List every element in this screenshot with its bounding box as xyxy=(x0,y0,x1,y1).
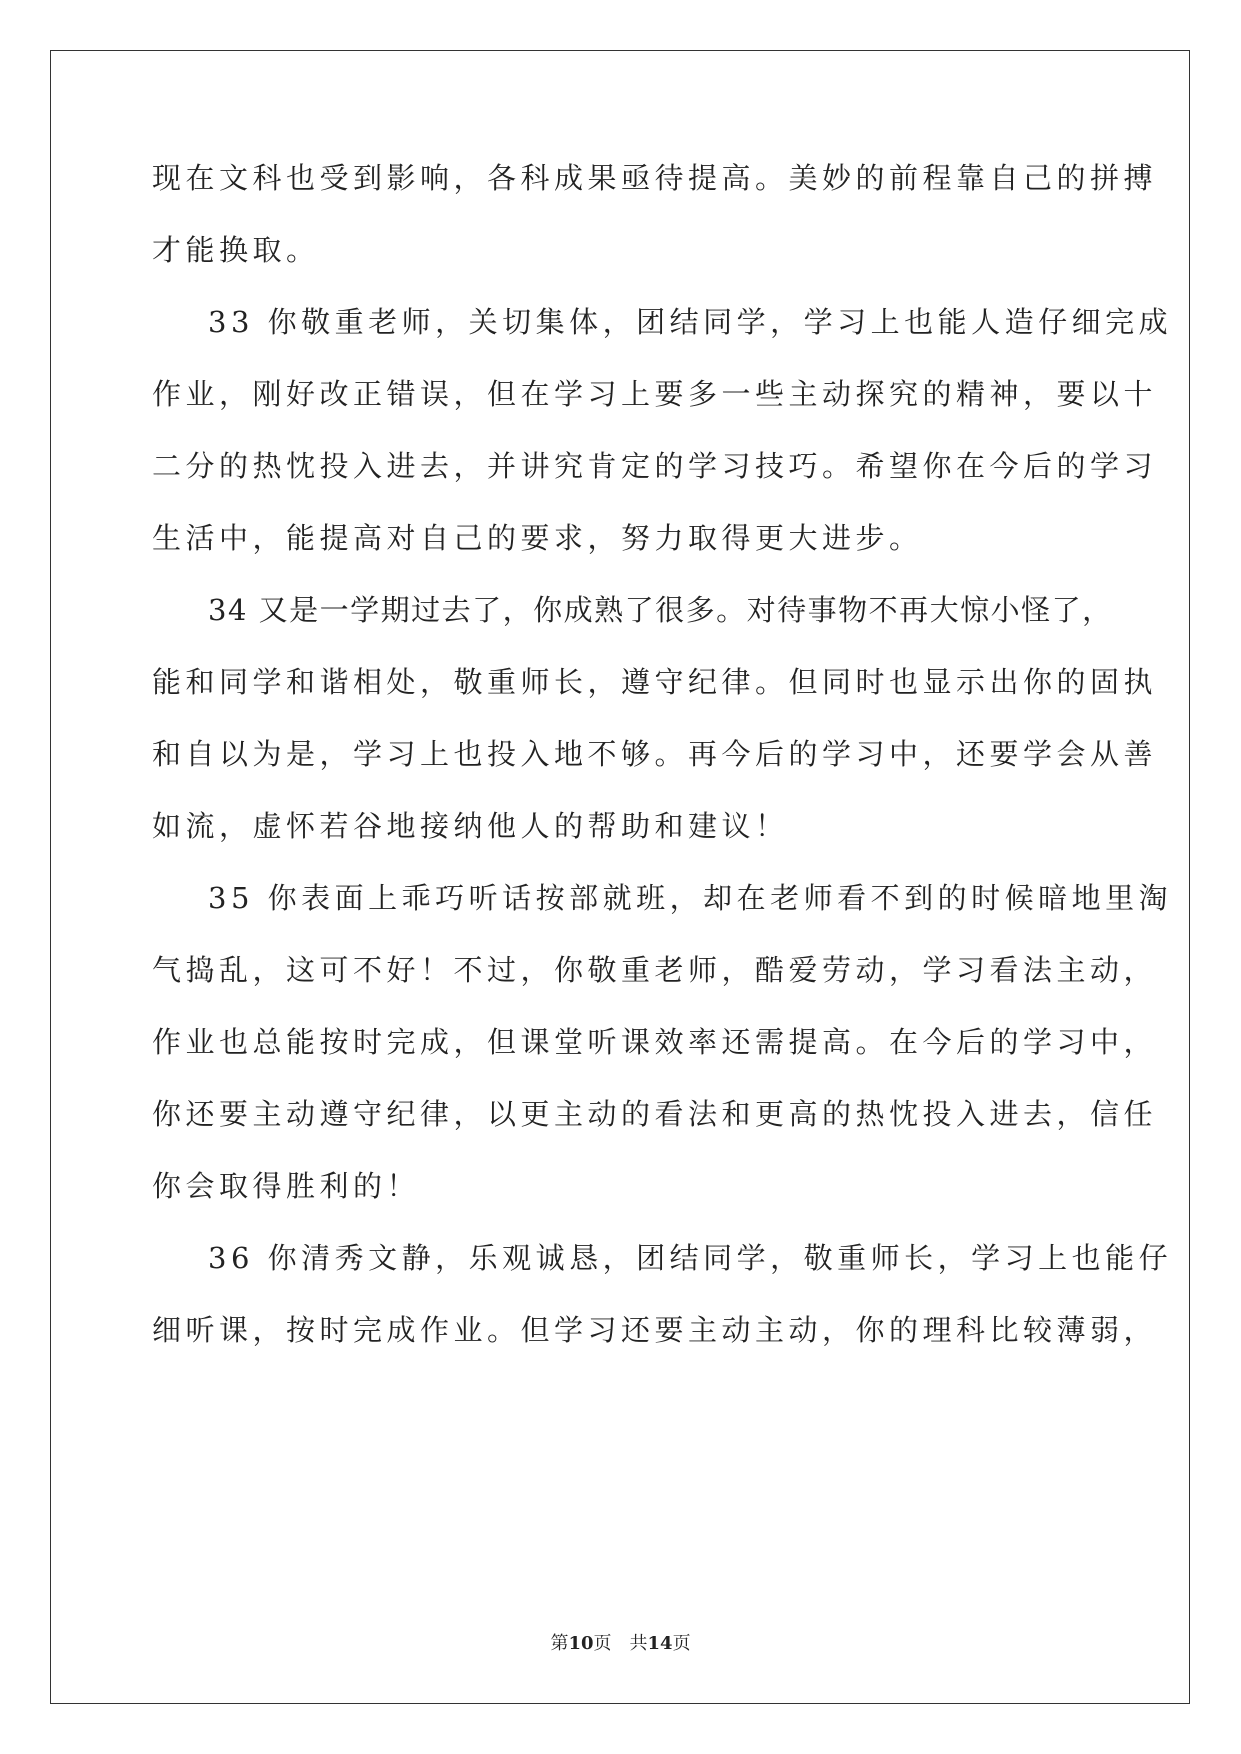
total-suffix: 页 xyxy=(672,1633,691,1654)
page-current: 10 xyxy=(568,1633,594,1654)
text-line: 细听课，按时完成作业。但学习还要主动主动，你的理科比较薄弱， xyxy=(152,1313,1158,1347)
paragraph-33-start: 33 你敬重老师，关切集体，团结同学，学习上也能人造仔细完成 xyxy=(208,305,1173,339)
paragraph-34-start: 34 又是一学期过去了，你成熟了很多。对待事物不再大惊小怪了， xyxy=(208,593,1113,627)
text-line: 气捣乱，这可不好！不过，你敬重老师，酷爱劳动，学习看法主动， xyxy=(152,953,1158,987)
text-line: 现在文科也受到影响，各科成果亟待提高。美妙的前程靠自己的拼搏 xyxy=(152,161,1158,195)
text-line: 你还要主动遵守纪律，以更主动的看法和更高的热忱投入进去，信任 xyxy=(152,1097,1158,1131)
text-line: 你会取得胜利的！ xyxy=(152,1169,421,1203)
page-suffix: 页 xyxy=(593,1633,612,1654)
text-line: 作业，刚好改正错误，但在学习上要多一些主动探究的精神，要以十 xyxy=(152,377,1158,411)
text-line: 二分的热忱投入进去，并讲究肯定的学习技巧。希望你在今后的学习 xyxy=(152,449,1158,483)
text-line: 能和同学和谐相处，敬重师长，遵守纪律。但同时也显示出你的固执 xyxy=(152,665,1158,699)
text-line: 生活中，能提高对自己的要求，努力取得更大进步。 xyxy=(152,521,923,555)
text-line: 作业也总能按时完成，但课堂听课效率还需提高。在今后的学习中， xyxy=(152,1025,1158,1059)
text-line: 才能换取。 xyxy=(152,233,320,267)
text-line: 和自以为是，学习上也投入地不够。再今后的学习中，还要学会从善 xyxy=(152,737,1158,771)
paragraph-36-start: 36 你清秀文静，乐观诚恳，团结同学，敬重师长，学习上也能仔 xyxy=(208,1241,1173,1275)
page-frame xyxy=(50,50,1190,1704)
total-prefix: 共 xyxy=(629,1633,648,1654)
paragraph-35-start: 35 你表面上乖巧听话按部就班，却在老师看不到的时候暗地里淘 xyxy=(208,881,1173,915)
text-line: 如流，虚怀若谷地接纳他人的帮助和建议！ xyxy=(152,809,789,843)
page-total: 14 xyxy=(647,1633,673,1654)
page-prefix: 第 xyxy=(550,1633,569,1654)
page-footer xyxy=(0,1632,1241,1656)
